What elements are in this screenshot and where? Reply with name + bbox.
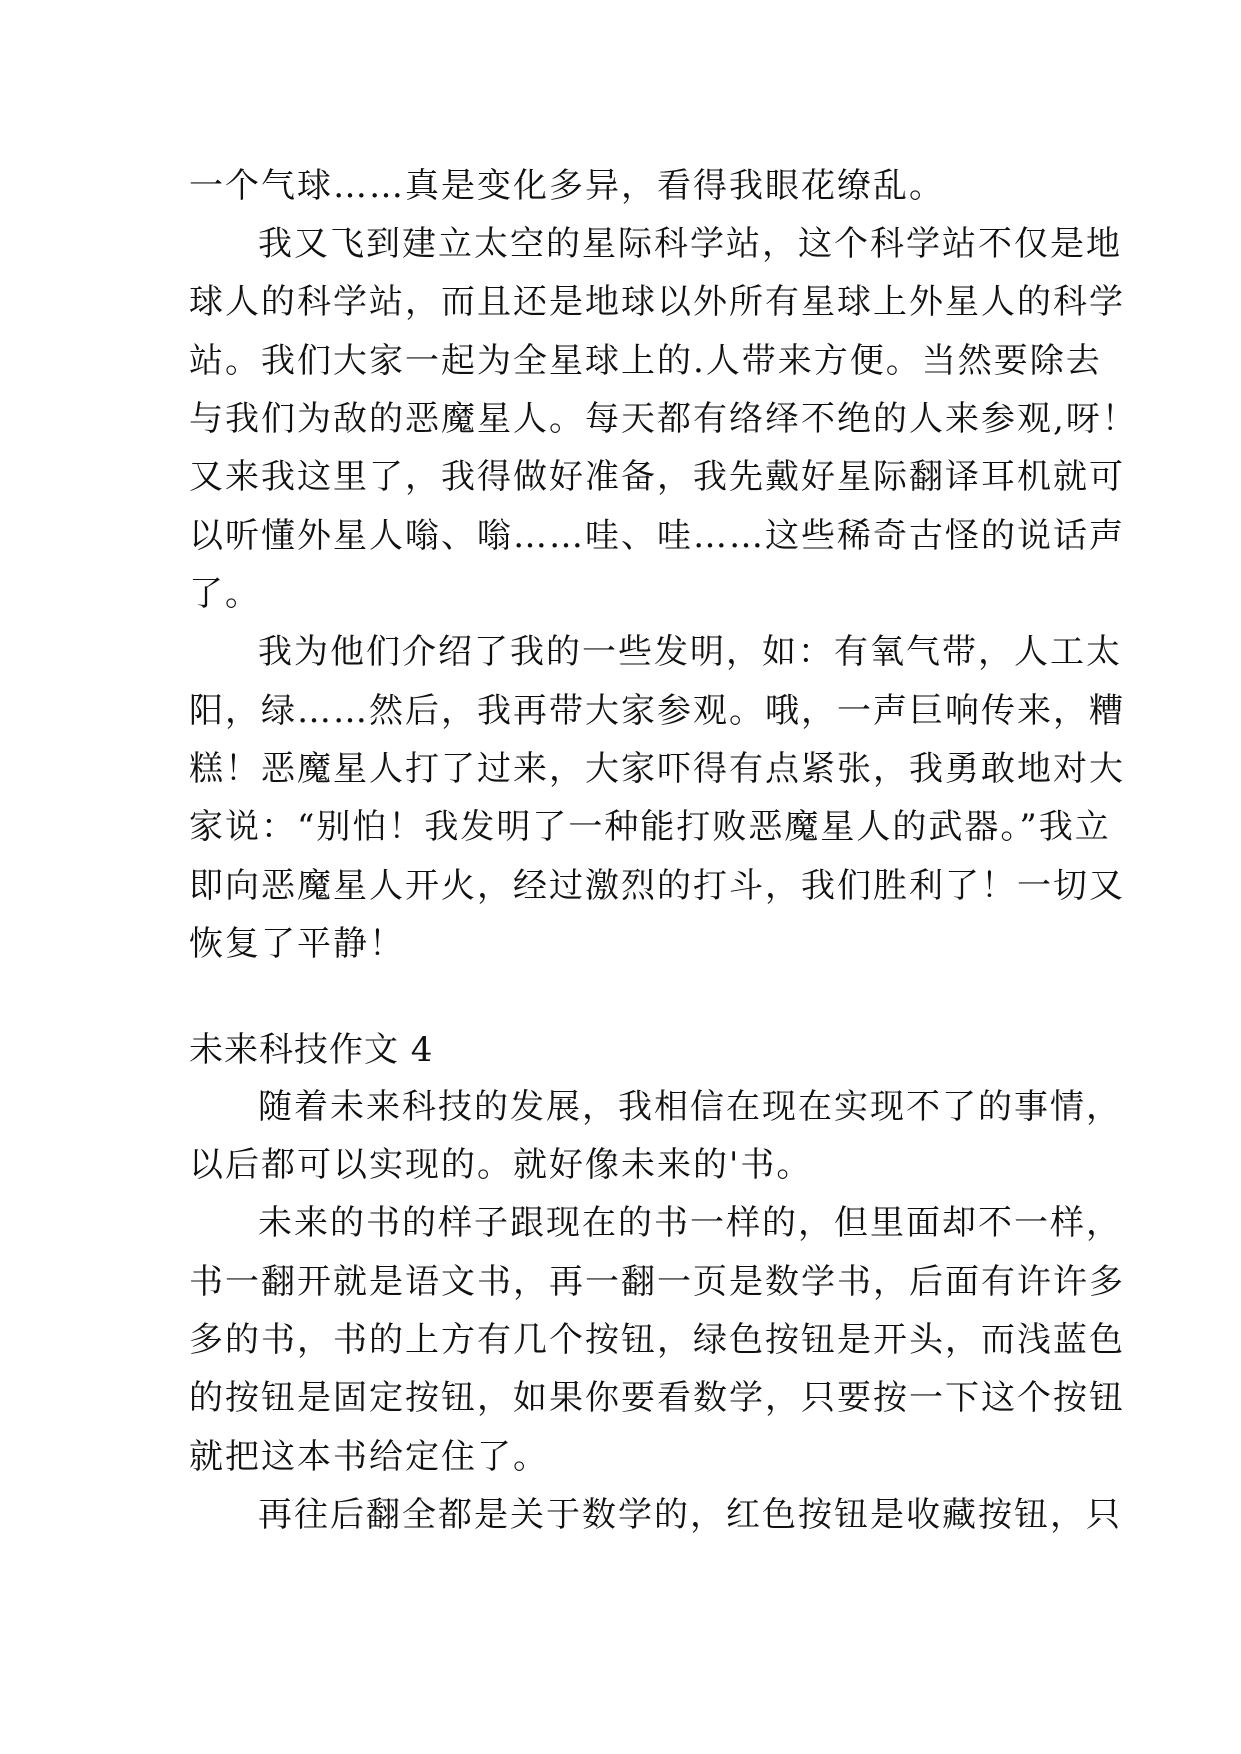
text-line: 未来的书的样子跟现在的书一样的，但里面却不一样， bbox=[258, 1203, 1122, 1243]
text-line: 球人的科学站，而且还是地球以外所有星球上外星人的科学 bbox=[189, 282, 1125, 322]
text-line: 家说：“别怕！我发明了一种能打败恶魔星人的武器。”我立 bbox=[189, 807, 1111, 847]
text-line: 我为他们介绍了我的一些发明，如：有氧气带，人工太 bbox=[258, 632, 1122, 672]
section-heading: 未来科技作文 4 bbox=[189, 1030, 434, 1070]
text-line: 了。 bbox=[189, 574, 261, 614]
text-line: 以后都可以实现的。就好像未来的'书。 bbox=[189, 1145, 813, 1185]
text-line: 一个气球……真是变化多异，看得我眼花缭乱。 bbox=[189, 166, 945, 206]
text-line: 恢复了平静！ bbox=[189, 924, 405, 964]
text-line: 再往后翻全都是关于数学的，红色按钮是收藏按钮，只 bbox=[258, 1495, 1122, 1535]
text-line: 以听懂外星人嗡、嗡……哇、哇……这些稀奇古怪的说话声 bbox=[189, 516, 1125, 556]
text-line: 又来我这里了，我得做好准备，我先戴好星际翻译耳机就可 bbox=[189, 457, 1125, 497]
text-line: 站。我们大家一起为全星球上的.人带来方便。当然要除去 bbox=[189, 341, 1102, 381]
text-line: 书一翻开就是语文书，再一翻一页是数学书，后面有许许多 bbox=[189, 1262, 1125, 1302]
text-line: 的按钮是固定按钮，如果你要看数学，只要按一下这个按钮 bbox=[189, 1378, 1125, 1418]
text-line: 多的书，书的上方有几个按钮，绿色按钮是开头，而浅蓝色 bbox=[189, 1320, 1125, 1360]
text-line: 随着未来科技的发展，我相信在现在实现不了的事情， bbox=[258, 1087, 1122, 1127]
text-line: 糕！恶魔星人打了过来，大家吓得有点紧张，我勇敢地对大 bbox=[189, 749, 1125, 789]
text-line: 与我们为敌的恶魔星人。每天都有络绎不绝的人来参观,呀！ bbox=[189, 399, 1138, 439]
text-line: 阳，绿……然后，我再带大家参观。哦，一声巨响传来，糟 bbox=[189, 691, 1125, 731]
text-line: 即向恶魔星人开火，经过激烈的打斗，我们胜利了！一切又 bbox=[189, 866, 1125, 906]
text-line: 我又飞到建立太空的星际科学站，这个科学站不仅是地 bbox=[258, 224, 1122, 264]
text-line: 就把这本书给定住了。 bbox=[189, 1437, 549, 1477]
